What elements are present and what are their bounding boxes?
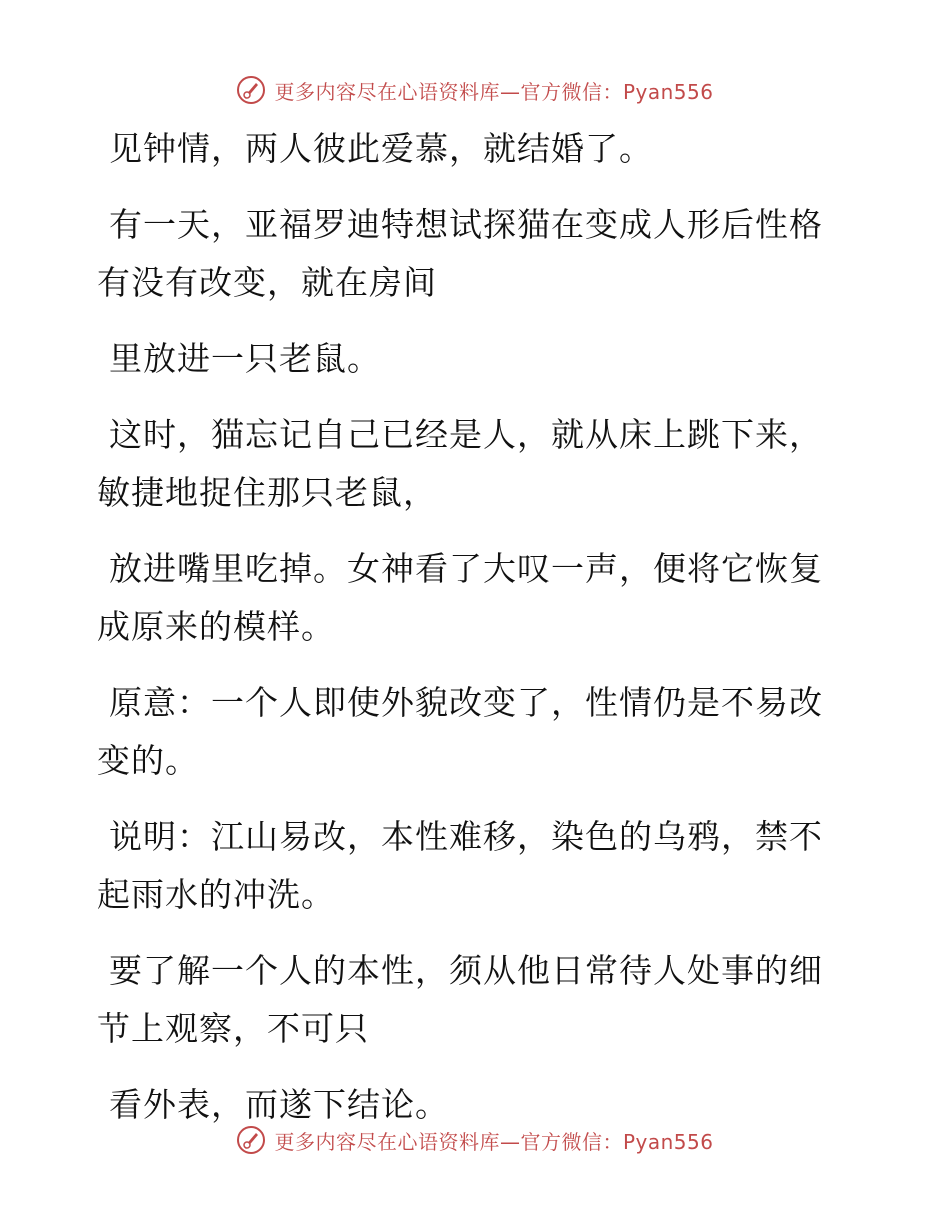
watermark-text: 更多内容尽在心语资料库—官方微信：Pyan556	[274, 1129, 714, 1154]
paragraph-7: 说明：江山易改，本性难移，染色的乌鸦，禁不起雨水的冲洗。	[97, 817, 823, 914]
paragraph-1: 见钟情，两人彼此爱慕，就结婚了。	[109, 129, 653, 168]
watermark-text: 更多内容尽在心语资料库—官方微信：Pyan556	[274, 79, 714, 104]
paragraph-6: 原意：一个人即使外貌改变了，性情仍是不易改变的。	[97, 683, 823, 780]
feather-logo-icon	[236, 75, 266, 105]
paragraph-5: 放进嘴里吃掉。女神看了大叹一声，便将它恢复成原来的模样。	[97, 549, 823, 646]
header-watermark	[0, 70, 950, 110]
paragraph-9: 看外表，而遂下结论。	[109, 1085, 449, 1124]
paragraph-3: 里放进一只老鼠。	[109, 339, 381, 378]
article-body	[97, 120, 837, 1152]
feather-logo-icon	[236, 1125, 266, 1155]
paragraph-8: 要了解一个人的本性，须从他日常待人处事的细节上观察，不可只	[97, 951, 823, 1048]
paragraph-2: 有一天，亚福罗迪特想试探猫在变成人形后性格有没有改变，就在房间	[97, 205, 823, 302]
footer-watermark	[0, 1120, 950, 1160]
paragraph-4: 这时，猫忘记自己已经是人，就从床上跳下来，敏捷地捉住那只老鼠，	[97, 415, 823, 512]
